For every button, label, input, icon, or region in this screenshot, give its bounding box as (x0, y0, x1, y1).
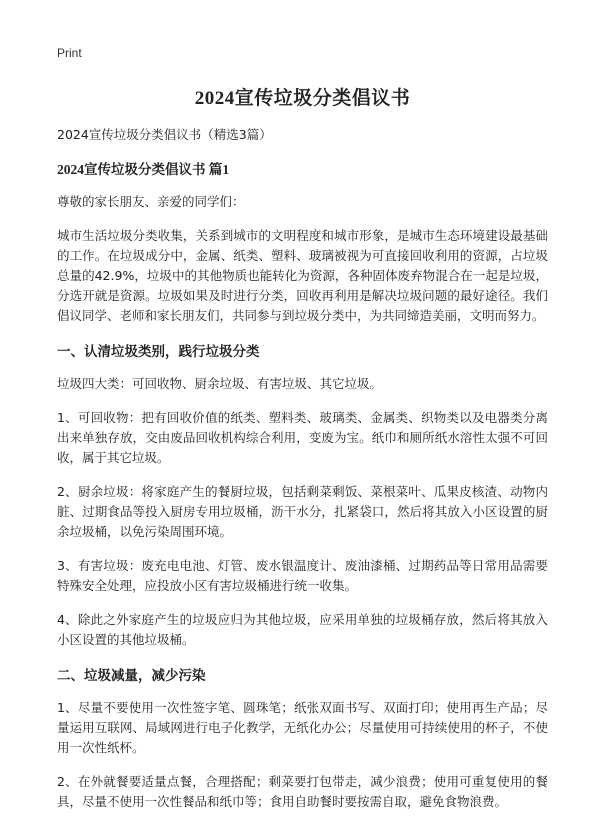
paragraph: 4、除此之外家庭产生的垃圾应归为其他垃圾，应采用单独的垃圾桶存放，然后将其放入小区设置的其他垃圾桶。 (57, 612, 548, 647)
document-subtitle: 2024宣传垃圾分类倡议书（精选3篇） (57, 127, 272, 142)
paragraph: 3、有害垃圾：废充电电池、灯管、废水银温度计、废油漆桶、过期药品等日常用品需要特殊安全处理，应投放小区有害垃圾桶进行统一收集。 (57, 558, 548, 593)
paragraph: 2、厨余垃圾：将家庭产生的餐厨垃圾，包括剩菜剩饭、菜根菜叶、瓜果皮核渣、动物内脏、过期食品等投入厨房专用垃圾桶，沥干水分，扎紧袋口，然后将其放入小区设置的厨余垃圾桶，以免污染周围环境。 (57, 484, 548, 539)
document-title: 2024宣传垃圾分类倡议书 (194, 88, 411, 109)
paragraph: 垃圾四大类：可回收物、厨余垃圾、有害垃圾、其它垃圾。 (57, 376, 383, 391)
greeting: 尊敬的家长朋友、亲爱的同学们： (57, 194, 245, 209)
print-label: Print (57, 46, 82, 60)
intro-paragraph: 城市生活垃圾分类收集，关系到城市的文明程度和城市形象，是城市生态环境建设最基础的工作。在垃圾成分中，金属、纸类、塑料、玻璃被视为可直接回收利用的资源，占垃圾总量的42.9%，垃圾中的其他物质也能转化为资源，各种固体废弃物混合在一起是垃圾，分选开就是资源。垃圾如果及时进行分类，回收再利用是解决垃圾问题的最好途径。我们倡议同学、老师和家长朋友们，共同参与到垃圾分类中，为共同缔造美丽，文明而努力。 (57, 228, 548, 323)
paragraph: 2、在外就餐要适量点餐，合理搭配；剩菜要打包带走，减少浪费；使用可重复使用的餐具，尽量不使用一次性餐品和纸巾等；食用自助餐时要按需自取，避免食物浪费。 (57, 774, 548, 809)
article-heading: 2024宣传垃圾分类倡议书 篇1 (57, 162, 230, 177)
paragraph: 1、可回收物：把有回收价值的纸类、塑料类、玻璃类、金属类、织物类以及电器类分离出来单独存放，交由废品回收机构综合利用，变废为宝。纸巾和厕所纸水溶性太强不可回收，属于其它垃圾。 (57, 410, 548, 465)
paragraph: 1、尽量不要使用一次性签字笔、圆珠笔；纸张双面书写、双面打印；使用再生产品；尽量运用互联网、局域网进行电子化教学，无纸化办公；尽量使用可持续使用的杯子，不使用一次性纸杯。 (57, 700, 548, 755)
section-heading: 二、垃圾减量，减少污染 (57, 668, 206, 684)
section-heading: 一、认清垃圾类别，践行垃圾分类 (57, 344, 260, 360)
